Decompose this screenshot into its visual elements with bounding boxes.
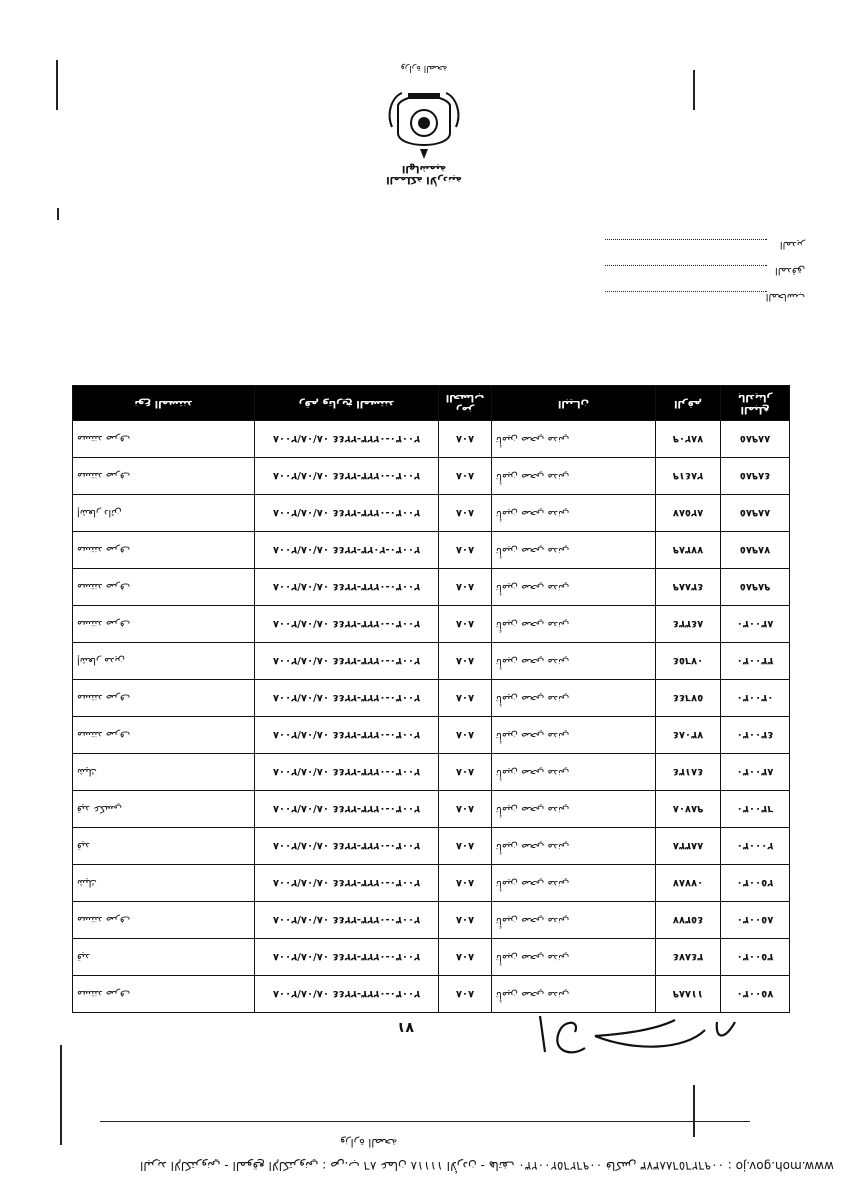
description-cell: تأمين صحي مدني	[492, 791, 656, 828]
amount-cell: ٤٨٩٨٥	[721, 458, 790, 495]
header-rule	[100, 1121, 750, 1122]
account-code-cell: ٨٠٨	[439, 717, 492, 754]
document-ref-cell: ٠٨/٠٨/٢٠٠٨ ٢٢٤٤-٠٢٢٣-٢٠٠٣٠	[255, 828, 439, 865]
account-code-cell: ٨٠٨	[439, 754, 492, 791]
account-code-cell: ٨٠٨	[439, 791, 492, 828]
document-type-cell: شيك	[73, 754, 255, 791]
emblem-title: المملكة الأردنية الهاشمية	[386, 163, 462, 185]
number-cell: ٥٧٦٤٤	[656, 680, 721, 717]
document-type-cell: إشعار مدين	[73, 643, 255, 680]
signature-row	[605, 265, 805, 291]
margin-mark	[61, 1045, 63, 1145]
document-ref-cell: ٠٨/٠٨/٢٠٠٨ ٢٢٤٤-٠٢٢٣-٢٠٠٣٠	[255, 976, 439, 1013]
account-code-cell: ٨٠٨	[439, 569, 492, 606]
emblem-subtitle: وزارة الصحة	[400, 63, 448, 73]
table-row	[73, 754, 790, 791]
table-row	[73, 939, 790, 976]
amount-cell: ٨٨٩٨٥	[721, 495, 790, 532]
amount-cell: ٤٣٠٠٣٠	[721, 717, 790, 754]
description-cell: تأمين صحي مدني	[492, 828, 656, 865]
number-cell: ٧٣٠٨٤	[656, 717, 721, 754]
table-row	[73, 828, 790, 865]
table-row	[73, 458, 790, 495]
table-row	[73, 976, 790, 1013]
signature-row	[605, 239, 805, 265]
amount-cell: ٠٣٠٠٣٠	[721, 680, 790, 717]
amount-cell: ٢٥٠٠٣٠	[721, 865, 790, 902]
document-type-cell: مستند صرف	[73, 532, 255, 569]
document-ref-cell: ٠٨/٠٨/٢٠٠٨ ٢٢٤٤-٠٢٢٣-٢٠٠٣٠	[255, 791, 439, 828]
account-code-cell: ٨٠٨	[439, 939, 492, 976]
page-number: ٧١	[396, 1019, 414, 1035]
amount-cell: ٩٨٩٨٥	[721, 569, 790, 606]
signature-line	[605, 291, 767, 304]
description-cell: تأمين صحي مدني	[492, 717, 656, 754]
reviewed-by-label: المدقق	[775, 265, 805, 276]
table-header-row	[73, 386, 790, 421]
amount-cell: ٧٥٠٠٣٠	[721, 976, 790, 1013]
description-cell: تأمين صحي مدني	[492, 495, 656, 532]
column-header: رمز الحساب	[439, 386, 492, 421]
footer-emblem	[384, 63, 464, 185]
number-cell: ٨٢٥٨٧	[656, 495, 721, 532]
document-type-cell: مستند صرف	[73, 458, 255, 495]
number-cell: ٠٧٧٨٧	[656, 865, 721, 902]
handwritten-signature	[515, 1010, 745, 1060]
amount-cell: ٨٨٩٨٥	[721, 421, 790, 458]
document-ref-cell: ٠٨/٠٨/٢٠٠٨ ٢٢٤٤-٠٢٢٣-٢٠٠٣٠	[255, 643, 439, 680]
coat-of-arms-icon	[384, 83, 464, 163]
amount-cell: ٣٣٠٠٣٠	[721, 643, 790, 680]
description-cell: تأمين صحي مدني	[492, 754, 656, 791]
column-header: الرقم	[656, 386, 721, 421]
document-ref-cell: ٠٨/٠٨/٢٠٠٨ ٢٢٤٤-٠٢٢٣-٢٠٠٣٠	[255, 569, 439, 606]
amount-cell: ٨٥٠٠٣٠	[721, 902, 790, 939]
signature-fields	[605, 239, 805, 317]
header-contact-line: www.moh.gov.jo : البريد الإلكتروني - الموقع الإلكتروني : ص.ب ٨٦ عمان ١١١١٨ الأردن - هاتف ٠٠٩٦٢٦٥٢٠٠٢٣٠ فاكس ٠٠٩٦٢٦٥٦٨٨٣٧٣	[140, 1159, 834, 1173]
document-type-cell: مستند صرف	[73, 902, 255, 939]
table-row	[73, 569, 790, 606]
number-cell: ٠٧٦٥٤	[656, 643, 721, 680]
account-code-cell: ٨٠٨	[439, 976, 492, 1013]
document-ref-cell: ٠٨/٠٨/٢٠٠٨ ٢٢٤٤-٢٠٢٣-٢٠٠٣٠	[255, 532, 439, 569]
document-ref-cell: ٠٨/٠٨/٢٠٠٨ ٢٢٤٤-٠٢٢٣-٢٠٠٣٠	[255, 421, 439, 458]
document-ref-cell: ٠٨/٠٨/٢٠٠٨ ٢٢٤٤-٠٢٢٣-٢٠٠٣٠	[255, 717, 439, 754]
document-type-cell: مستند صرف	[73, 421, 255, 458]
document-type-cell: إشعار دائن	[73, 495, 255, 532]
account-code-cell: ٨٠٨	[439, 532, 492, 569]
amount-cell: ٣٥٠٠٣٠	[721, 939, 790, 976]
prepared-by-label: المحاسب	[765, 291, 805, 302]
description-cell: تأمين صحي مدني	[492, 458, 656, 495]
ledger-table	[72, 385, 790, 1013]
number-cell: ٤٨١٣٤	[656, 754, 721, 791]
margin-mark	[58, 208, 60, 220]
description-cell: تأمين صحي مدني	[492, 976, 656, 1013]
document-type-cell: مستند صرف	[73, 680, 255, 717]
description-cell: تأمين صحي مدني	[492, 421, 656, 458]
signature-line	[605, 265, 767, 278]
approved-by-label: المدير	[779, 239, 805, 250]
number-cell: ٧٧٣٨٩	[656, 532, 721, 569]
description-cell: تأمين صحي مدني	[492, 865, 656, 902]
amount-cell: ٦٣٠٠٣٠	[721, 791, 790, 828]
table-row	[73, 495, 790, 532]
number-cell: ٤٣٨٨٩	[656, 569, 721, 606]
table-row	[73, 643, 790, 680]
account-code-cell: ٨٠٨	[439, 643, 492, 680]
document-ref-cell: ٠٨/٠٨/٢٠٠٨ ٢٢٤٤-٠٢٢٣-٢٠٠٣٠	[255, 458, 439, 495]
number-cell: ٨٨٣٣٨	[656, 828, 721, 865]
document-ref-cell: ٠٨/٠٨/٢٠٠٨ ٢٢٤٤-٠٢٢٣-٢٠٠٣٠	[255, 495, 439, 532]
account-code-cell: ٨٠٨	[439, 606, 492, 643]
document-type-cell: قيد عكسي	[73, 791, 255, 828]
table-row	[73, 421, 790, 458]
number-cell: ٤٥٣٧٧	[656, 902, 721, 939]
column-header: البيـان	[492, 386, 656, 421]
number-cell: ٢٨٤١٩	[656, 458, 721, 495]
description-cell: تأمين صحي مدني	[492, 643, 656, 680]
account-code-cell: ٨٠٨	[439, 828, 492, 865]
table-row	[73, 865, 790, 902]
amount-cell: ٨٣٠٠٣٠	[721, 606, 790, 643]
number-cell: ٩٨٧٠٨	[656, 791, 721, 828]
document-ref-cell: ٠٨/٠٨/٢٠٠٨ ٢٢٤٤-٠٢٢٣-٢٠٠٣٠	[255, 680, 439, 717]
table-row	[73, 902, 790, 939]
account-code-cell: ٨٠٨	[439, 865, 492, 902]
table-row	[73, 532, 790, 569]
signature-row	[605, 291, 805, 317]
column-header: نوع المستند	[73, 386, 255, 421]
number-cell: ١١٨٨٩	[656, 976, 721, 1013]
number-cell: ٨٤٣٣٤	[656, 606, 721, 643]
table-row	[73, 717, 790, 754]
account-code-cell: ٨٠٨	[439, 458, 492, 495]
amount-cell: ٢٠٠٠٣٠	[721, 828, 790, 865]
document-type-cell: شيك	[73, 865, 255, 902]
number-cell: ٣٤٨٧٤	[656, 939, 721, 976]
document-type-cell: مستند صرف	[73, 606, 255, 643]
account-code-cell: ٨٠٨	[439, 421, 492, 458]
document-type-cell: مستند صرف	[73, 569, 255, 606]
document-ref-cell: ٠٨/٠٨/٢٠٠٨ ٢٢٤٤-٠٢٢٣-٢٠٠٣٠	[255, 754, 439, 791]
column-header: رقم وتاريخ المستند	[255, 386, 439, 421]
description-cell: تأمين صحي مدني	[492, 532, 656, 569]
signature-line	[605, 239, 767, 252]
document-ref-cell: ٠٨/٠٨/٢٠٠٨ ٢٢٤٤-٠٢٢٣-٢٠٠٣٠	[255, 606, 439, 643]
column-header: المبلغ بالدينار	[721, 386, 790, 421]
document-type-cell: مستند صرف	[73, 717, 255, 754]
document-type-cell: مستند صرف	[73, 976, 255, 1013]
margin-mark	[57, 60, 59, 110]
description-cell: تأمين صحي مدني	[492, 569, 656, 606]
table-row	[73, 606, 790, 643]
document-ref-cell: ٠٨/٠٨/٢٠٠٨ ٢٢٤٤-٠٢٢٣-٢٠٠٣٠	[255, 939, 439, 976]
document-type-cell: قيد	[73, 828, 255, 865]
document-type-cell: قيد	[73, 939, 255, 976]
description-cell: تأمين صحي مدني	[492, 939, 656, 976]
margin-mark	[694, 70, 696, 110]
account-code-cell: ٨٠٨	[439, 495, 492, 532]
document-ref-cell: ٠٨/٠٨/٢٠٠٨ ٢٢٤٤-٠٢٢٣-٢٠٠٣٠	[255, 865, 439, 902]
description-cell: تأمين صحي مدني	[492, 902, 656, 939]
margin-mark	[694, 1085, 696, 1137]
account-code-cell: ٨٠٨	[439, 902, 492, 939]
table-row	[73, 791, 790, 828]
header-subtitle: وزارة الصحة	[340, 1136, 398, 1149]
amount-cell: ٨٣٠٠٣٠	[721, 754, 790, 791]
description-cell: تأمين صحي مدني	[492, 680, 656, 717]
description-cell: تأمين صحي مدني	[492, 606, 656, 643]
amount-cell: ٧٨٩٨٥	[721, 532, 790, 569]
table-row	[73, 680, 790, 717]
document-ref-cell: ٠٨/٠٨/٢٠٠٨ ٢٢٤٤-٠٢٢٣-٢٠٠٣٠	[255, 902, 439, 939]
account-code-cell: ٨٠٨	[439, 680, 492, 717]
number-cell: ٧٨٢٠٩	[656, 421, 721, 458]
